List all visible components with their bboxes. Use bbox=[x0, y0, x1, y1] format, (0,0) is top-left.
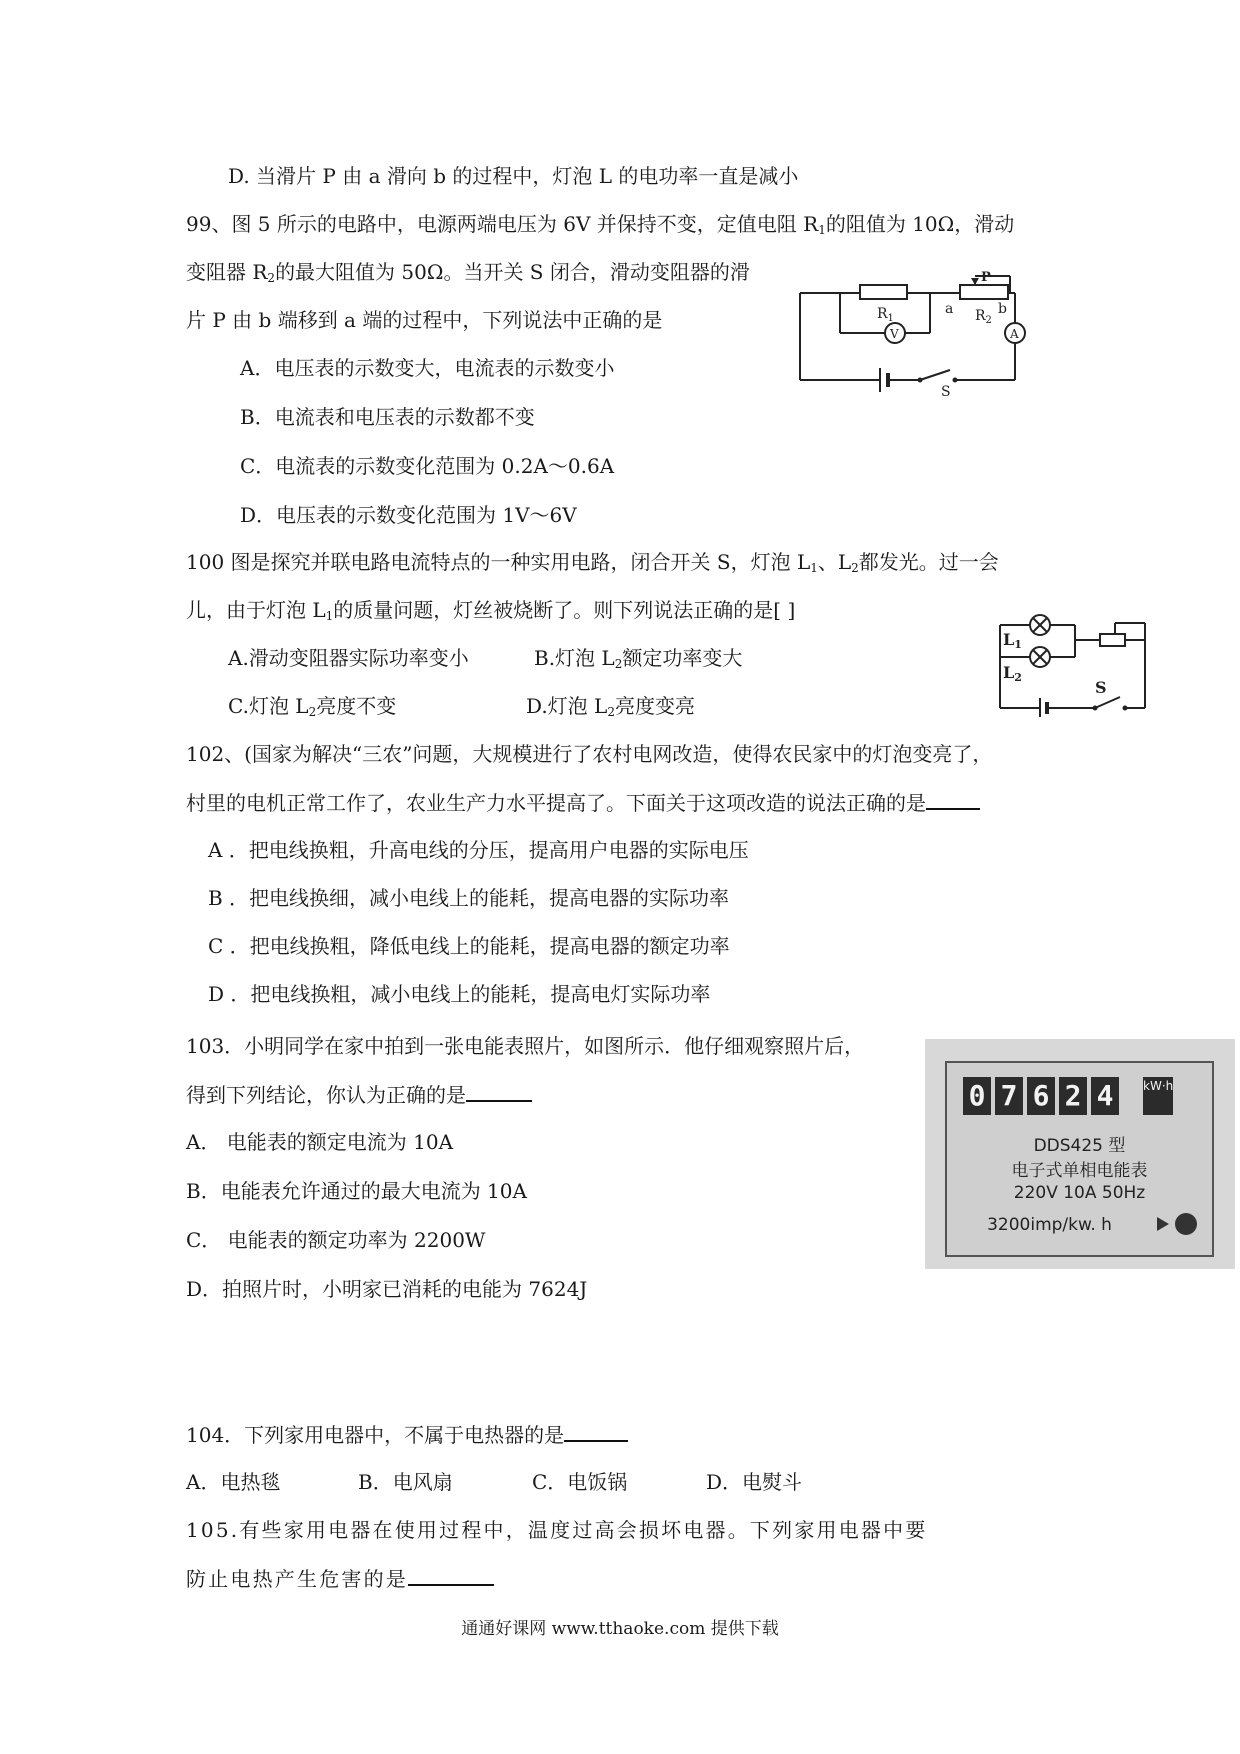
meter-model: DDS425 型 bbox=[1033, 1136, 1126, 1156]
q99-option-a: A．电压表的示数变大，电流表的示数变小 bbox=[240, 356, 615, 380]
q99-option-c: C．电流表的示数变化范围为 0.2A～0.6A bbox=[240, 454, 615, 478]
slider-p-label: P bbox=[981, 270, 991, 285]
q100-option-a: A.滑动变阻器实际功率变小 bbox=[228, 646, 469, 670]
q105-stem-line-1: 105.有些家用电器在使用过程中，温度过高会损坏电器。下列家用电器中要 bbox=[186, 1518, 928, 1542]
meter-name: 电子式单相电能表 bbox=[1011, 1161, 1148, 1181]
meter-reading bbox=[963, 1077, 1119, 1115]
r2-label: $R_2$ bbox=[975, 308, 992, 326]
q99-option-d: D．电压表的示数变化范围为 1V～6V bbox=[240, 503, 577, 527]
q104-stem: 104．下列家用电器中，不属于电热器的是 bbox=[186, 1420, 628, 1449]
q98-option-d: D. 当滑片 P 由 a 滑向 b 的过程中，灯泡 L 的电功率一直是减小 bbox=[228, 164, 799, 188]
pulse-indicator-icon bbox=[1175, 1213, 1197, 1235]
q104-option-b: B．电风扇 bbox=[358, 1470, 453, 1494]
q103-option-d: D．拍照片时，小明家已消耗的电能为 7624J bbox=[186, 1277, 588, 1301]
meter-unit: kW·h bbox=[1143, 1077, 1173, 1115]
meter-digit: 4 bbox=[1091, 1077, 1119, 1115]
q102-answer-blank[interactable] bbox=[926, 788, 980, 810]
l1-label: L1 bbox=[1003, 630, 1022, 651]
q105-answer-blank[interactable] bbox=[408, 1564, 494, 1586]
q104-option-c: C．电饭锅 bbox=[532, 1470, 628, 1494]
q104-option-d: D．电熨斗 bbox=[706, 1470, 803, 1494]
q102-option-a: A ．把电线换粗，升高电线的分压，提高用户电器的实际电压 bbox=[208, 838, 749, 862]
q99-stem-line-1: 99、图 5 所示的电路中，电源两端电压为 6V 并保持不变，定值电阻 $R_1$的阻值为 10Ω，滑动 bbox=[186, 212, 1015, 237]
meter-constant: 3200imp/kw. h bbox=[987, 1215, 1112, 1235]
q100-option-b: B.灯泡 $L_2$额定功率变大 bbox=[534, 646, 743, 671]
page-footer: 通通好课网 www.tthaoke.com 提供下载 bbox=[461, 1619, 779, 1639]
q103-answer-blank[interactable] bbox=[466, 1080, 532, 1102]
q104-answer-blank[interactable] bbox=[564, 1420, 628, 1442]
q100-stem-line-1: 100 图是探究并联电路电流特点的一种实用电路，闭合开关 S，灯泡 $L_1$、$L_2$都发光。过一会 bbox=[186, 550, 999, 575]
q100-option-d: D.灯泡 $L_2$亮度变亮 bbox=[526, 694, 695, 719]
ammeter-label: A bbox=[1010, 327, 1019, 341]
switch-s-label: S bbox=[1095, 678, 1107, 697]
q100-stem-line-2: 儿，由于灯泡 $L_1$的质量问题，灯丝被烧断了。则下列说法正确的是[ ] bbox=[186, 598, 796, 623]
r1-resistor bbox=[860, 285, 907, 299]
terminal-b-label: b bbox=[998, 301, 1007, 317]
meter-rating: 220V 10A 50Hz bbox=[1013, 1183, 1146, 1203]
rheostat-icon bbox=[1100, 634, 1125, 646]
q102-option-b: B ．把电线换细，减小电线上的能耗，提高电器的实际功率 bbox=[208, 886, 730, 910]
electric-meter-photo bbox=[925, 1039, 1235, 1269]
q102-option-c: C ．把电线换粗，降低电线上的能耗，提高电器的额定功率 bbox=[208, 934, 730, 958]
q100-circuit-diagram bbox=[995, 605, 1155, 717]
q105-stem-line-2: 防止电热产生危害的是 bbox=[186, 1564, 494, 1593]
q103-option-c: C． 电能表的额定功率为 2200W bbox=[186, 1228, 486, 1252]
terminal-a-label: a bbox=[945, 301, 954, 317]
q103-option-b: B．电能表允许通过的最大电流为 10A bbox=[186, 1179, 527, 1203]
q99-stem-line-2: 变阻器 $R_2$的最大阻值为 50Ω。当开关 S 闭合，滑动变阻器的滑 bbox=[186, 260, 750, 285]
q103-stem-line-1: 103．小明同学在家中拍到一张电能表照片，如图所示．他仔细观察照片后， bbox=[186, 1034, 865, 1058]
q102-stem-line-2: 村里的电机正常工作了，农业生产力水平提高了。下面关于这项改造的说法正确的是 bbox=[186, 788, 980, 817]
q102-option-d: D ．把电线换粗，减小电线上的能耗，提高电灯实际功率 bbox=[208, 982, 711, 1006]
meter-digit: 0 bbox=[963, 1077, 991, 1115]
q99-stem-line-3: 片 P 由 b 端移到 a 端的过程中，下列说法中正确的是 bbox=[186, 308, 663, 332]
q99-option-b: B．电流表和电压表的示数都不变 bbox=[240, 405, 535, 429]
switch-s-label: S bbox=[941, 384, 951, 398]
q103-stem-line-2: 得到下列结论，你认为正确的是 bbox=[186, 1080, 532, 1109]
q99-circuit-diagram bbox=[795, 268, 1030, 398]
r1-label: $R_1$ bbox=[877, 306, 894, 324]
q102-stem-line-1: 102、(国家为解决“三农”问题，大规模进行了农村电网改造，使得农民家中的灯泡变亮了， bbox=[186, 742, 993, 766]
voltmeter-label: V bbox=[890, 327, 899, 341]
play-arrow-icon bbox=[1157, 1217, 1169, 1231]
meter-digit: 2 bbox=[1059, 1077, 1087, 1115]
q104-option-a: A．电热毯 bbox=[186, 1470, 281, 1494]
meter-digit: 6 bbox=[1027, 1077, 1055, 1115]
l2-label: L2 bbox=[1003, 663, 1022, 684]
q103-option-a: A． 电能表的额定电流为 10A bbox=[186, 1130, 454, 1154]
r2-rheostat bbox=[960, 285, 1008, 299]
meter-digit: 7 bbox=[995, 1077, 1023, 1115]
meter-panel bbox=[945, 1061, 1214, 1257]
q100-option-c: C.灯泡 $L_2$亮度不变 bbox=[228, 694, 397, 719]
